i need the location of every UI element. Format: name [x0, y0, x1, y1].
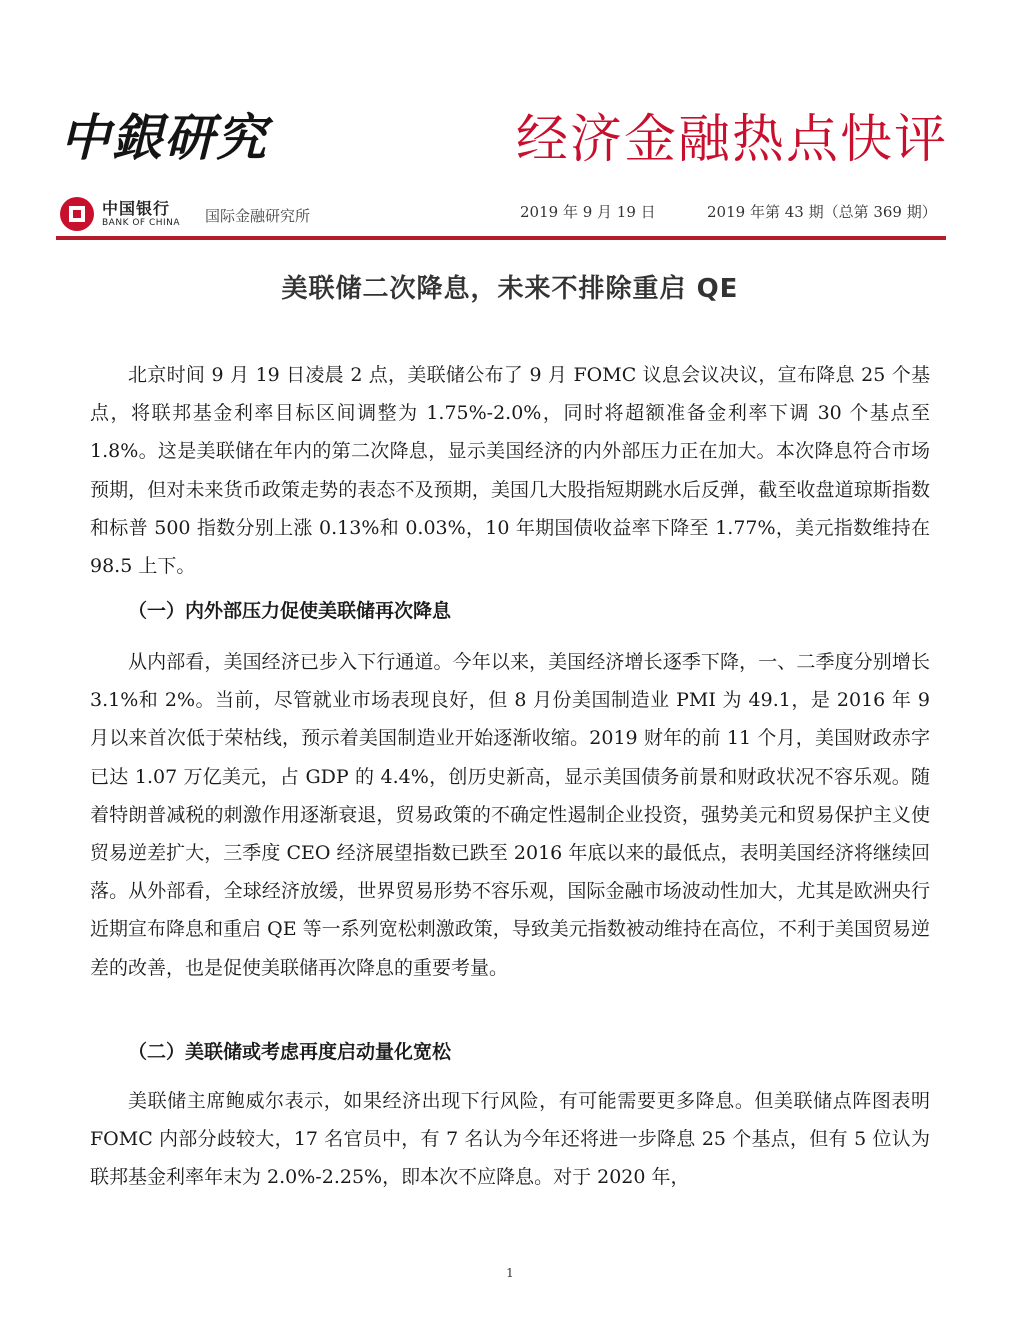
article-title: 美联储二次降息，未来不排除重启 QE	[281, 274, 739, 304]
paragraph: 从内部看，美国经济已步入下行通道。今年以来，美国经济增长逐季下降，一、二季度分别增长 3.1%和 2%。当前，尽管就业市场表现良好，但 8 月份美国制造业 PMI 为 49.1，是 2016 年 9 月以来首次低于荣枯线，预示着美国制造业开始逐渐收缩。2019 财年的前 11 个月，美国财政赤字已达 1.07 万亿美元，占 GDP 的 4.4%，创历史新高，显示美国债务前景和财政状况不容乐观。随着特朗普减税的刺激作用逐渐衰退，贸易政策的不确定性遏制企业投资，强势美元和贸易保护主义使贸易逆差扩大，三季度 CEO 经济展望指数已跌至 2016 年底以来的最低点，表明美国经济将继续回落。从外部看，全球经济放缓，世界贸易形势不容乐观，国际金融市场波动性加大，尤其是欧洲央行近期宣布降息和重启 QE 等一系列宽松刺激政策，导致美元指数被动维持在高位，不利于美国贸易逆差的改善，也是促使美联储再次降息的重要考量。	[90, 651, 930, 979]
header-divider	[56, 236, 946, 240]
institute-name: 国际金融研究所	[205, 207, 311, 225]
bank-emblem-icon	[60, 197, 94, 231]
bank-name-cn: 中国银行	[102, 198, 171, 218]
page-number: 1	[506, 1266, 514, 1280]
report-title: 经济金融热点快评	[515, 110, 948, 170]
issue-number: 2019 年第 43 期（总第 369 期）	[707, 203, 937, 221]
publish-date: 2019 年 9 月 19 日	[520, 203, 656, 221]
bank-wordmark	[102, 200, 180, 229]
section-heading: （一）内外部压力促使美联储再次降息	[128, 600, 452, 622]
bank-logo	[60, 193, 180, 235]
bank-name-en: BANK OF CHINA	[102, 217, 181, 228]
section-heading: （二）美联储或考虑再度启动量化宽松	[128, 1041, 452, 1063]
brand-logo: 中銀研究	[60, 108, 268, 167]
paragraph: 美联储主席鲍威尔表示，如果经济出现下行风险，有可能需要更多降息。但美联储点阵图表明 FOMC 内部分歧较大，17 名官员中，有 7 名认为今年还将进一步降息 25 个基点，但有 5 位认为联邦基金利率年末为 2.0%-2.25%，即本次不应降息。对于 2020 年，	[90, 1090, 930, 1189]
paragraph: 北京时间 9 月 19 日凌晨 2 点，美联储公布了 9 月 FOMC 议息会议决议，宣布降息 25 个基点，将联邦基金利率目标区间调整为 1.75%-2.0%，同时将超额准备金利率下调 30 个基点至 1.8%。这是美联储在年内的第二次降息，显示美国经济的内外部压力正在加大。本次降息符合市场预期，但对未来货币政策走势的表态不及预期，美国几大股指短期跳水后反弹，截至收盘道琼斯指数和标普 500 指数分别上涨 0.13%和 0.03%，10 年期国债收益率下降至 1.77%，美元指数维持在 98.5 上下。	[90, 364, 930, 578]
